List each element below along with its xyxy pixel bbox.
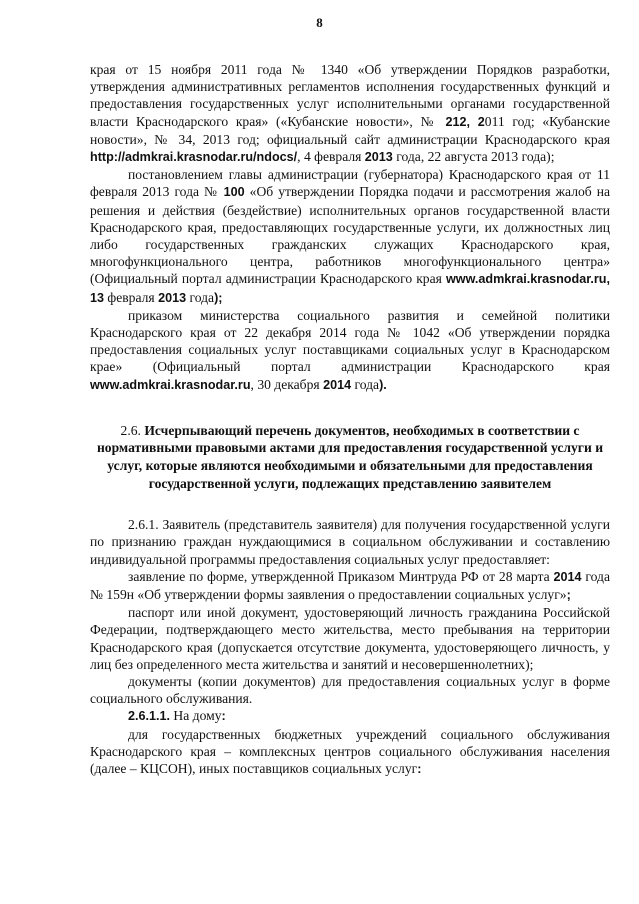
paragraph-regulation-1340 — [90, 61, 610, 166]
website-link[interactable]: www.admkrai.krasnodar.ru, 13 — [90, 272, 610, 305]
text: года № 159н «Об утверждении формы заявления о предоставлении социальных услуг» — [90, 568, 610, 603]
year: 2014 — [323, 377, 352, 392]
year: 2013 — [364, 150, 393, 165]
text: года, 22 августа 2013 года); — [392, 149, 555, 165]
website-link[interactable]: http://admkrai.krasnodar.ru/ndocs/ — [90, 150, 298, 165]
paragraph-passport: паспорт или иной документ, удостоверяющий личность гражданина Российской Федерации, подтверждающего место жительства, место пребывания на территории Краснодарского края (допускается отсутствие документа, удостоверяющего личность, у лиц без определенного места жительства и занятий и несовершеннолетних); — [90, 605, 610, 672]
paragraph-application-form — [90, 568, 610, 604]
closing-punctuation: : — [221, 709, 226, 724]
text: постановлением главы администрации (губернатора) Краснодарского края от 11 февраля 2013 года № — [90, 167, 610, 200]
year: 2014 — [553, 569, 582, 584]
text: края от 15 ноября 2011 года № 1340 «Об утверждении Порядков разработки, утверждения административных регламентов исполнения государственных функций и предоставления государственных услуг исполнительными органами государственной власти Краснодарского края» («Кубанские новости», № — [90, 62, 610, 129]
section-heading-2-6 — [90, 422, 610, 492]
closing-punctuation: ; — [566, 588, 571, 603]
website-link[interactable]: www.admkrai.krasnodar.ru — [90, 377, 251, 392]
closing-punctuation: ). — [379, 377, 387, 392]
text: 011 год; «Кубанские новости», № 34, 2013 год; официальный сайт администрации Краснодарского края — [90, 113, 611, 147]
paragraph-2-6-1: 2.6.1. Заявитель (представитель заявителя) для получения государственной услуги по признанию граждан нуждающимися в социальном обслуживании и составлению индивидуальной программы предоставления социальных услуг предоставляет: — [90, 517, 610, 567]
text: , 30 декабря — [250, 376, 324, 392]
section-title: Исчерпывающий перечень документов, необходимых в соответствии с нормативными правовыми актами для предоставления государственной услуги и услуг, которые являются необходимыми и обязательными для предоставления государственной услуги, подлежащих представлению заявителем — [96, 422, 604, 491]
text: февраля — [104, 289, 159, 305]
year: 2013 — [158, 290, 187, 305]
subsection-number: 2.6.1.1. — [128, 709, 171, 724]
text: приказом министерства социального развития и семейной политики Краснодарского края от 22 декабря 2014 года № 1042 «Об утверждении порядка предоставления социальных услуг поставщиками социальных услуг в Краснодарском крае» (Официальный портал администрации Краснодарского края — [90, 307, 610, 375]
text: , 4 февраля — [297, 149, 365, 165]
section-number: 2.6. — [120, 422, 145, 438]
text: На дому — [170, 708, 222, 724]
paragraph-documents: документы (копии документов) для предоставления социальных услуг в форме социального обслуживания. — [90, 674, 610, 707]
resolution-number: 100 — [223, 185, 245, 200]
closing-punctuation: ); — [214, 290, 223, 305]
paragraph-order-1042 — [90, 307, 610, 394]
text: года — [186, 289, 215, 305]
issue-number: 212, 2 — [445, 114, 485, 129]
text: «Об утверждении Порядка подачи и рассмотрения жалоб на решения и действия (бездействие) исполнительных органов государственной власти Краснодарского края, предоставляющих государственные услуги, их должностных лиц либо государственных гражданских служащих Краснодарского края, многофункционального центра, работников многофункционального центра» (Официальный портал администрации Краснодарского края — [90, 184, 611, 287]
text: для государственных бюджетных учреждений социального обслуживания Краснодарского края – комплексных центров социального обслуживания населения (далее – КЦСОН), иных поставщиков социальных услуг — [90, 726, 610, 777]
document-body — [90, 61, 610, 778]
paragraph-resolution-100 — [90, 166, 610, 307]
text: года — [351, 376, 380, 392]
closing-punctuation: : — [417, 762, 422, 777]
text: заявление по форме, утвержденной Приказом Минтруда РФ от 28 марта — [128, 568, 554, 584]
page-number: 8 — [316, 15, 323, 30]
paragraph-kcson — [90, 726, 610, 779]
paragraph-2-6-1-1 — [90, 707, 610, 725]
